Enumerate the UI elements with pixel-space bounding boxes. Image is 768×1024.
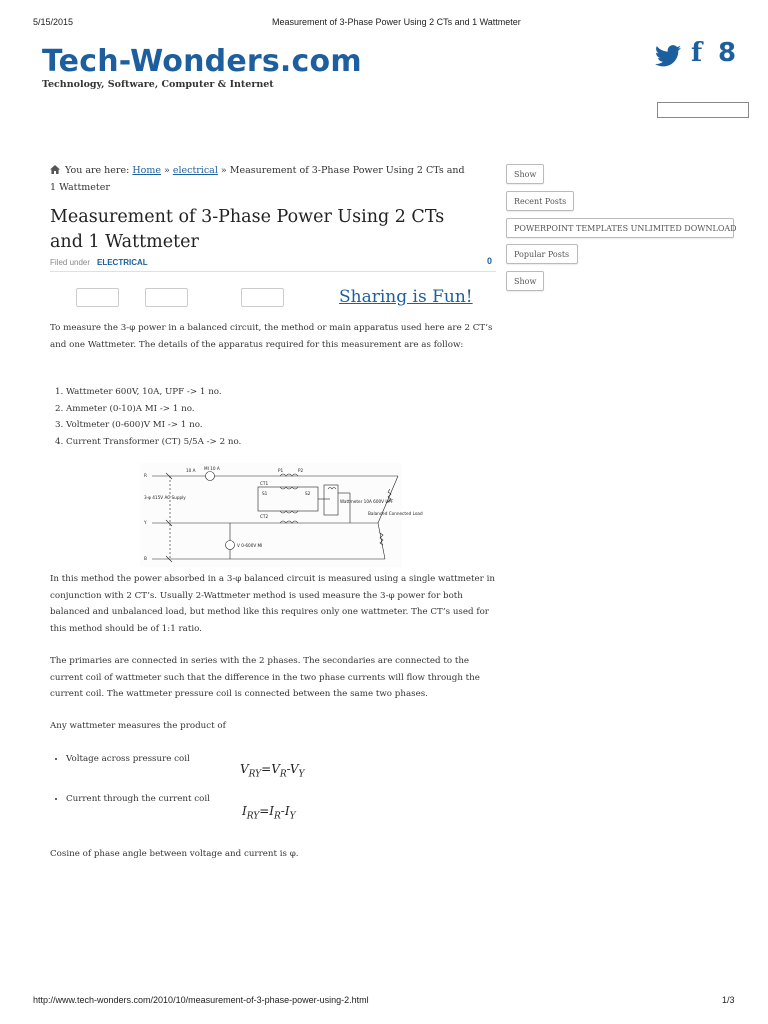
print-page-number: 1/3 <box>722 995 735 1005</box>
breadcrumb-prefix: You are here: <box>65 165 130 176</box>
diagram-label-s1: S1 <box>262 491 268 496</box>
share-button-twitter[interactable] <box>145 288 188 307</box>
site-title[interactable]: Tech-Wonders.com <box>42 44 362 79</box>
diagram-label-wattmeter: Wattmeter 10A 600V UPF <box>340 499 394 504</box>
cosine-paragraph: Cosine of phase angle between voltage and current is φ. <box>50 849 299 859</box>
sidebar-powerpoint-templates-button[interactable]: POWERPOINT TEMPLATES UNLIMITED DOWNLOAD <box>506 218 734 238</box>
twitter-icon[interactable] <box>655 44 681 68</box>
print-url: http://www.tech-wonders.com/2010/10/measurement-of-3-phase-power-using-2.html <box>33 995 369 1005</box>
print-date: 5/15/2015 <box>33 17 74 27</box>
home-icon <box>50 165 60 174</box>
breadcrumb-home-link[interactable]: Home <box>132 165 161 176</box>
share-button-google[interactable] <box>241 288 284 307</box>
print-title: Measurement of 3-Phase Power Using 2 CTs and 1 Wattmeter <box>272 17 521 27</box>
diagram-label-load: Balanced Connected Load <box>368 511 423 516</box>
diagram-label-voltmeter: V 0-600V MI <box>237 543 263 548</box>
search-input[interactable] <box>657 102 749 118</box>
diagram-label-p1: P1 <box>278 468 284 473</box>
diagram-label-r: R <box>144 473 147 478</box>
filed-under-category-link[interactable]: ELECTRICAL <box>97 258 148 267</box>
diagram-label-p2: P2 <box>298 468 304 473</box>
diagram-label-y: Y <box>144 520 147 525</box>
article-title: Measurement of 3-Phase Power Using 2 CTs and 1 Wattmeter <box>50 207 445 252</box>
site-tagline: Technology, Software, Computer & Internet <box>42 79 274 90</box>
diagram-label-ct1: CT1 <box>260 481 269 486</box>
apparatus-list <box>50 384 466 450</box>
list-item: 4. Current Transformer (CT) 5/5A -> 2 no. <box>66 434 466 451</box>
list-item: • Current through the current coil <box>66 791 266 808</box>
diagram-label-ct2: CT2 <box>260 514 269 519</box>
breadcrumb-separator: » <box>220 165 227 176</box>
divider <box>50 271 496 272</box>
breadcrumb-separator: » <box>164 165 170 176</box>
breadcrumb-current: Measurement of 3-Phase Power Using 2 CTs and 1 Wattmeter <box>50 165 465 193</box>
diagram-label-supply: 3-φ 415V AC Supply <box>144 495 186 500</box>
sharing-is-fun-link[interactable]: Sharing is Fun! <box>339 287 473 307</box>
diagram-label-mi: MI 10 A <box>204 466 220 471</box>
current-formula: $I_{RY}=I_R-I_Y$ <box>242 804 296 822</box>
share-button-facebook[interactable] <box>76 288 119 307</box>
quantity-list <box>50 751 266 768</box>
diagram-label-b: B <box>144 556 147 561</box>
diagram-label-s2: S2 <box>305 491 311 496</box>
list-item: 2. Ammeter (0-10)A MI -> 1 no. <box>66 401 466 418</box>
list-item: • Voltage across pressure coil <box>66 751 266 768</box>
list-item: 1. Wattmeter 600V, 10A, UPF -> 1 no. <box>66 384 466 401</box>
sidebar-show-button[interactable]: Show <box>506 271 544 291</box>
sidebar-popular-posts-button[interactable]: Popular Posts <box>506 244 578 264</box>
diagram-label-ammeter: 10 A <box>186 468 196 473</box>
product-paragraph: Any wattmeter measures the product of <box>50 721 226 731</box>
list-item: 3. Voltmeter (0-600)V MI -> 1 no. <box>66 417 466 434</box>
facebook-icon[interactable]: f <box>691 38 703 68</box>
google-plus-icon[interactable]: 8 <box>718 38 737 68</box>
primaries-paragraph: The primaries are connected in series with the 2 phases. The secondaries are connected to the current coil of wattmeter such that the difference in the two phase currents will flow through the current coil. The wattmeter pressure coil is connected between the same two phases. <box>50 656 480 699</box>
sidebar-recent-posts-button[interactable]: Recent Posts <box>506 191 574 211</box>
quantity-list <box>50 791 266 808</box>
circuit-diagram <box>140 463 423 567</box>
method-paragraph: In this method the power absorbed in a 3-φ balanced circuit is measured using a single wattmeter in conjunction with 2 CT’s. Usually 2-Wattmeter method is used measure the 3-φ power for both balanced and unbalanced load, but method like this requires only one wattmeter. The CT’s used for this method should be of 1:1 ratio. <box>50 574 495 634</box>
comment-count-link[interactable]: 0 <box>487 256 493 266</box>
intro-paragraph: To measure the 3-φ power in a balanced circuit, the method or main apparatus used here are 2 CT’s and one Wattmeter. The details of the apparatus required for this measurement are as follow: <box>50 323 493 350</box>
filed-under-label: Filed under <box>50 258 91 267</box>
breadcrumb <box>50 162 470 196</box>
voltage-formula: $V_{RY}=V_R-V_Y$ <box>240 762 305 780</box>
breadcrumb-category-link[interactable]: electrical <box>172 165 218 176</box>
sidebar-show-button[interactable]: Show <box>506 164 544 184</box>
